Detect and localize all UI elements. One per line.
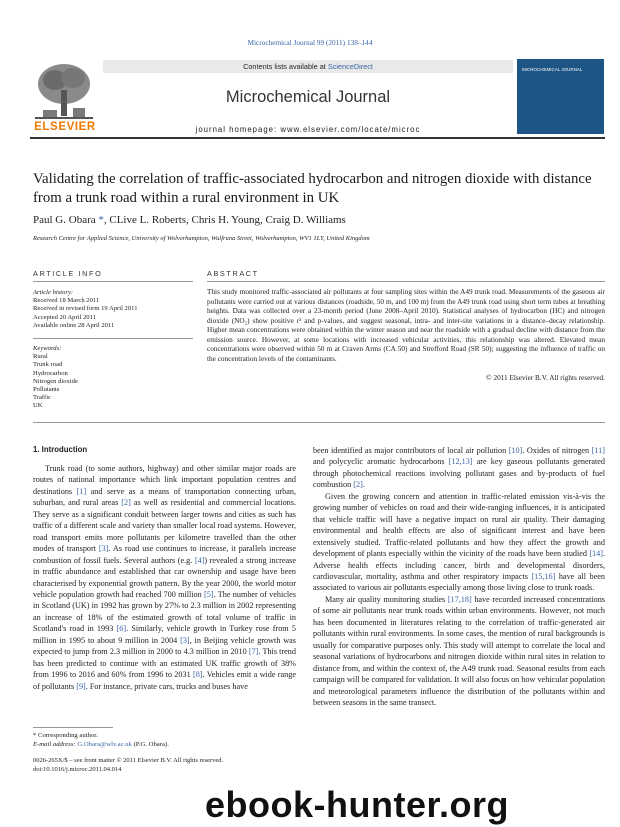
reference-link[interactable]: [4] bbox=[194, 555, 205, 565]
keyword: Pollutants bbox=[33, 386, 60, 394]
body-column-right bbox=[313, 445, 605, 708]
body-text: and polycyclic aromatic hydrocarbons bbox=[313, 457, 449, 467]
article-info-rule bbox=[33, 281, 193, 282]
issn-block bbox=[33, 757, 223, 774]
reference-link[interactable]: [8] bbox=[192, 670, 203, 680]
watermark-text: ebook-hunter.org bbox=[205, 784, 509, 825]
body-text: . The number of vehicles in Scotland (UK) in 1992 has grown by 27% to 2.3 million in 2002 representing an increase of 18% of the estimated growth of total volume of traffic in Scotland's road in 1993 bbox=[33, 589, 296, 634]
reference-link[interactable]: [1] bbox=[76, 486, 87, 496]
sciencedirect-link[interactable]: ScienceDirect bbox=[327, 62, 373, 71]
history-revised: Received in revised form 19 April 2011 bbox=[33, 305, 138, 313]
keyword: Rural bbox=[33, 353, 48, 361]
reference-link[interactable]: [2] bbox=[353, 480, 363, 490]
reference-link[interactable]: [3] bbox=[180, 635, 190, 645]
issn-line: 0026-265X/$ – see front matter © 2011 Elsevier B.V. All rights reserved. bbox=[33, 757, 224, 764]
body-column-left bbox=[33, 463, 296, 692]
intro-paragraph-1-cont bbox=[313, 445, 605, 491]
author-email-link[interactable]: G.Obara@wlv.ac.uk bbox=[77, 741, 132, 748]
body-text: been identified as major contributors of local air pollution bbox=[313, 446, 509, 455]
body-text: . bbox=[362, 480, 365, 490]
intro-paragraph-2 bbox=[313, 491, 605, 594]
body-text: . Vehicles emit a wide range of pollutants bbox=[33, 670, 296, 691]
body-text: ) revealed a strong increase in traffic abundance and established that car ownership and usage have been characterised by exponential growth pattern. By the year 2000, the world motor vehicle population growth had reached 700 million bbox=[33, 555, 296, 599]
history-received: Received 18 March 2011 bbox=[33, 297, 100, 305]
history-accepted: Accepted 20 April 2011 bbox=[33, 313, 96, 321]
body-text: . For instance, private cars, trucks and buses have bbox=[85, 681, 248, 691]
reference-link[interactable]: [10] bbox=[508, 446, 523, 455]
journal-title: Microchemical Journal bbox=[225, 88, 391, 106]
reference-link[interactable]: [7] bbox=[248, 647, 259, 657]
contents-prefix: Contents lists available at bbox=[243, 62, 328, 71]
body-text: as well as residential and commercial locations. They serve as a significant conduit between larger towns and cities as such has traffic of a different scale and variety than smaller local road systems. However, road transport emits more pollutants per kilometre travelled than the other modes of transport bbox=[33, 498, 296, 554]
header-rule bbox=[30, 137, 605, 139]
body-text: . This trend has been predicted to continue with an estimated UK traffic growth of 38% from 1996 to 2016 and 60% from 1996 to 2031 bbox=[33, 647, 296, 680]
email-label: E-mail address: bbox=[33, 741, 76, 748]
article-title: Validating the correlation of traffic-associated hydrocarbon and nitrogen dioxide with distance from a trunk road within a rural environment in UK bbox=[33, 171, 592, 206]
elsevier-wordmark: ELSEVIER bbox=[34, 121, 96, 133]
body-text: have all been associated to various air pollutants especially among those living close to trunk roads. bbox=[313, 571, 605, 593]
body-text: Many air quality monitoring studies bbox=[325, 594, 448, 604]
email-suffix: (P.G. Obara). bbox=[131, 741, 169, 748]
reference-link[interactable]: [17,18] bbox=[447, 594, 472, 604]
history-online: Available online 28 April 2011 bbox=[33, 321, 115, 329]
corresponding-author-note: * Corresponding author. bbox=[33, 732, 98, 739]
intro-paragraph-1 bbox=[33, 463, 296, 692]
article-info-heading: ARTICLE INFO bbox=[33, 269, 103, 278]
reference-link[interactable]: [15,16] bbox=[531, 571, 556, 581]
corresponding-author-marker[interactable]: * bbox=[95, 214, 104, 226]
body-text: Trunk road (to some authors, highway) and other similar major roads are routes of national importance which link important population centres and destinations bbox=[33, 464, 296, 496]
intro-paragraph-3 bbox=[313, 594, 605, 709]
body-text: , in Beijing vehicle growth was expected to jump from 2.3 million in 2000 to 4.3 million in 2010 bbox=[33, 635, 296, 657]
reference-link[interactable]: [11] bbox=[591, 446, 605, 455]
keyword: Traffic bbox=[33, 394, 51, 402]
keywords bbox=[33, 345, 78, 411]
reference-link[interactable]: [6] bbox=[116, 624, 127, 634]
body-text: are key gaseous pollutants generated through photochemical reactions involving pollutant gases and by-products of fuel combustion bbox=[313, 457, 605, 490]
footnote-rule bbox=[33, 727, 113, 728]
abstract-text: This study monitored traffic-associated air pollutants at four sampling sites within the A49 trunk road. Measurements of the gaseous air pollutants were carried out at various distances (roadside, 50 m, and 100 m) from the A49 trunk road using short term tubes at breathing heights. Data was collected over a 23-month period (June 2008–April 2010). Statistical analyses of hydrocarbon (HC) and nitrogen dioxide (NO₂) show positive r² and p-values, and suggest seasonal, intra- and inter-site variations in a distance–decay relationship. Higher mean concentrations were obtained within the winter season and near the roadside with a gradual decline with distance from the emission source. However, at some locations with increased vehicular activities, this relationship was altered. Elevated mean concentrations were observed within 50 m at Craven Arms (CA 50) and Strefford Road (SR 50); suggesting the influence of traffic on the concentration levels of the contaminants. bbox=[207, 288, 605, 363]
reference-link[interactable]: [2] bbox=[121, 498, 131, 508]
abstract-bottom-rule bbox=[33, 422, 605, 423]
section-heading-introduction: 1. Introduction bbox=[33, 445, 88, 454]
journal-citation[interactable]: Microchemical Journal 99 (2011) 138–144 bbox=[247, 38, 373, 47]
abstract-heading: ABSTRACT bbox=[207, 269, 259, 278]
journal-homepage[interactable]: journal homepage: www.elsevier.com/locate/microc bbox=[195, 125, 421, 134]
doi-line[interactable]: doi:10.1016/j.microc.2011.04.014 bbox=[33, 765, 122, 773]
contents-bar bbox=[103, 60, 513, 73]
history-label: Article history: bbox=[33, 289, 74, 296]
body-text: have recorded increased concentrations of some air pollutants near trunk roads within urban environments. However, not much has been documented in literatures relating to the correlation of traffic-generated air pollutants within rural environments. In some cases, the mention of rural backgrounds is usually for comparative purposes only. This study will attempt to correlate the local and seasonal variations of hydrocarbons and nitrogen dioxide within rural sites in relation to distance from, and within the context of, the A49 trunk road. Seasonal results from each campaign will be compared for validation. It will also focus on how vehicular population and meteorological parameters influence the distribution of the pollutants within and between seasons in the same transect. bbox=[313, 594, 605, 707]
body-text: . Adverse health effects including cancer, birth and developmental disorders, cardiovascular, mortality, asthma and other respiratory impacts bbox=[313, 549, 605, 581]
body-text: Given the growing concern and attention in traffic-related emission vis-à-vis the growing number of vehicles on road and their wide-ranging influences, it is anticipated that vehicle traffic will have a negative impact on rural air quality. Their damaging environmental and health effects are also of significant interest and have been extensively studied. Traffic-related pollutants and how they affect the growth and development of plants especially within the vicinity of the roads have been studied bbox=[313, 491, 605, 559]
reference-link[interactable]: [3] bbox=[98, 544, 109, 554]
keywords-label: Keywords: bbox=[33, 345, 62, 352]
reference-link[interactable]: [5] bbox=[204, 589, 214, 599]
keywords-rule bbox=[33, 338, 193, 339]
journal-cover-title: MICROCHEMICAL JOURNAL bbox=[522, 67, 583, 72]
reference-link[interactable]: [9] bbox=[76, 681, 86, 691]
footnote bbox=[33, 731, 169, 749]
affiliation: Research Centre for Applied Science, University of Wolverhampton, Wulfruna Street, Wolverhampton, WV1 1LY, United Kingdom bbox=[33, 235, 370, 242]
author-list bbox=[33, 214, 346, 226]
body-text: and serve as a means of transportation connecting urban, suburban, and rural areas bbox=[33, 486, 297, 508]
body-text: . Oxides of nitrogen bbox=[522, 446, 592, 455]
body-text: . As road use continues to increase, it parallels increase combustion of fossil fuels. Several authors (e.g. bbox=[33, 544, 296, 565]
abstract-rule bbox=[207, 281, 605, 282]
keyword: Hydrocarbon bbox=[33, 369, 68, 377]
reference-link[interactable]: [12,13] bbox=[448, 457, 473, 467]
keyword: Nitrogen dioxide bbox=[33, 377, 78, 385]
first-author: Paul G. Obara bbox=[33, 214, 96, 226]
abstract-copyright: © 2011 Elsevier B.V. All rights reserved. bbox=[486, 374, 605, 382]
body-text: . Similarly, vehicle growth in Turkey rose from 5 million in 1995 to about 9 million in 2004 bbox=[33, 624, 296, 645]
keyword: UK bbox=[33, 402, 43, 410]
keyword: Trunk road bbox=[33, 361, 63, 369]
reference-link[interactable]: [14] bbox=[589, 549, 603, 559]
other-authors: , CLive L. Roberts, Chris H. Young, Craig D. Williams bbox=[103, 214, 346, 226]
article-history bbox=[33, 289, 138, 330]
